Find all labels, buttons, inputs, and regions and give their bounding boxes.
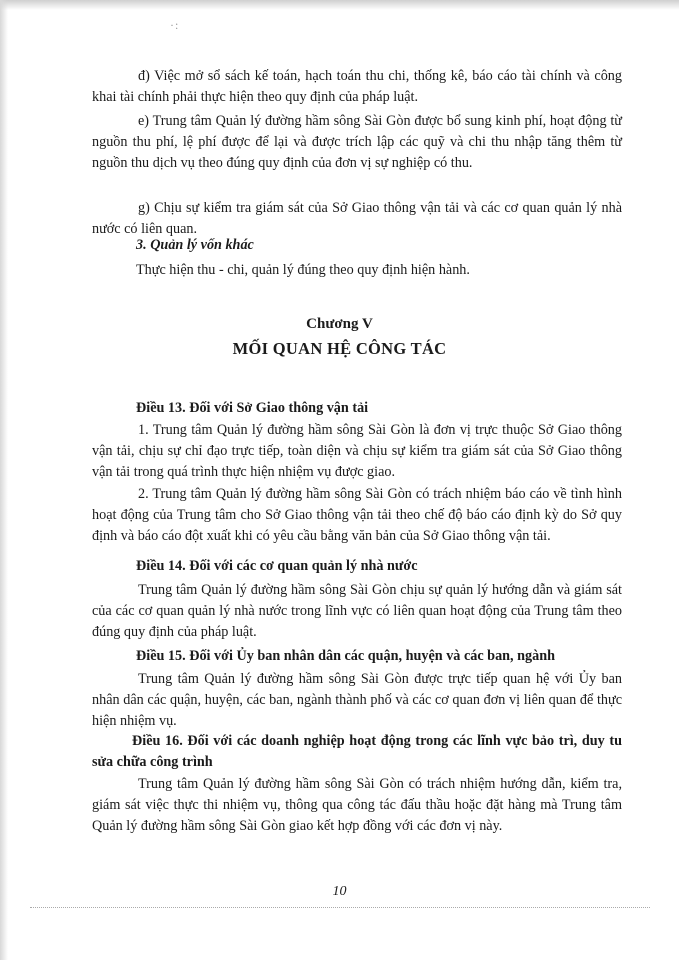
article-15-heading: Điều 15. Đối với Ủy ban nhân dân các quận, huyện và các ban, ngành — [136, 648, 556, 664]
article-13-paragraph-1: 1. Trung tâm Quản lý đường hầm sông Sài Gòn là đơn vị trực thuộc Sở Giao thông vận tải, chịu sự chỉ đạo trực tiếp, toàn diện và chịu sự kiểm tra giám sát của Sở Giao thông vận tải trong quá trình thực hiện nhiệm vụ được giao. — [92, 422, 622, 480]
scan-edge-top — [0, 0, 679, 10]
article-13-heading: Điều 13. Đối với Sở Giao thông vận tải — [136, 400, 369, 416]
chapter-label: Chương V — [306, 316, 373, 332]
article-13-paragraph-2: 2. Trung tâm Quản lý đường hầm sông Sài Gòn có trách nhiệm báo cáo về tình hình hoạt động của Trung tâm cho Sở Giao thông vận tải theo chế độ báo cáo định kỳ do Sở quy định và báo cáo đột xuất khi có yêu cầu bằng văn bản của Sở Giao thông vận tải. — [92, 486, 622, 544]
article-16-paragraph: Trung tâm Quản lý đường hầm sông Sài Gòn có trách nhiệm hướng dẫn, kiểm tra, giám sát việc thực thi nhiệm vụ, thông qua công tác đấu thầu hoặc đặt hàng mà Trung tâm Quản lý đường hầm sông Sài Gòn giao kết hợp đồng với các đơn vị này. — [92, 776, 622, 834]
paragraph-d: đ) Việc mở sổ sách kế toán, hạch toán thu chi, thống kê, báo cáo tài chính và công khai tài chính phải thực hiện theo quy định của pháp luật. — [92, 68, 622, 105]
article-14-paragraph: Trung tâm Quản lý đường hầm sông Sài Gòn chịu sự quản lý hướng dẫn và giám sát của các cơ quan quản lý nhà nước trong lĩnh vực có liên quan hoạt động của Trung tâm theo đúng quy định của pháp luật. — [92, 582, 622, 640]
scan-speck: ·: — [170, 18, 180, 32]
scan-edge-left — [0, 0, 8, 960]
paragraph-e: e) Trung tâm Quản lý đường hầm sông Sài Gòn được bổ sung kinh phí, hoạt động từ nguồn thu phí, lệ phí được để lại và được trích lập các quỹ và chi thu nhập tăng thêm từ nguồn thu dịch vụ theo đúng quy định của đơn vị sự nghiệp có thu. — [92, 113, 622, 171]
article-16-heading: Điều 16. Đối với các doanh nghiệp hoạt động trong các lĩnh vực bảo trì, duy tu sửa chữa công trình — [92, 733, 622, 770]
page-number: 10 — [332, 884, 347, 899]
section-3-text: Thực hiện thu - chi, quản lý đúng theo quy định hiện hành. — [136, 262, 470, 278]
article-14-heading: Điều 14. Đối với các cơ quan quản lý nhà nước — [136, 558, 418, 574]
chapter-title: MỐI QUAN HỆ CÔNG TÁC — [232, 339, 447, 358]
footer-rule — [30, 907, 650, 908]
article-15-paragraph: Trung tâm Quản lý đường hầm sông Sài Gòn được trực tiếp quan hệ với Ủy ban nhân dân các quận, huyện, các ban, ngành thành phố và các cơ quan đơn vị liên quan để thực hiện nhiệm vụ. — [92, 671, 622, 729]
section-3-heading: 3. Quản lý vốn khác — [136, 237, 254, 253]
paragraph-g: g) Chịu sự kiểm tra giám sát của Sở Giao thông vận tải và các cơ quan quản lý nhà nước có liên quan. — [92, 200, 622, 237]
